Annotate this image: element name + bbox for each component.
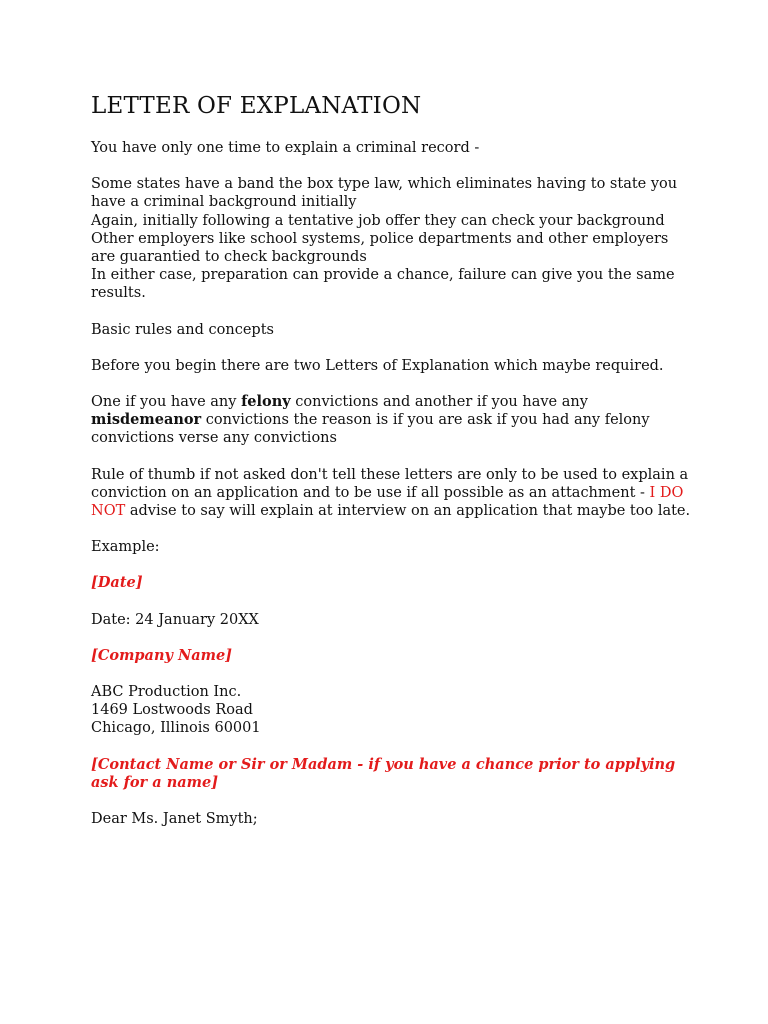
felony-bold: felony [241, 393, 291, 411]
rule-text-1: Rule of thumb if not asked don't tell these letters are only to be used to explain a conviction on an application and to be use if all possible as an attachment - [91, 466, 689, 501]
example-label: Example: [91, 539, 160, 556]
states-line-1: Some states have a band the box type law, which eliminates having to state you have a criminal background initially [91, 176, 678, 211]
felony-text-3: convictions the reason is if you are ask if you had any felony convictions verse any convictions [91, 412, 650, 447]
states-line-2: Again, initially following a tentative job offer they can check your background [91, 212, 665, 229]
address-line-1: ABC Production Inc. [91, 684, 242, 701]
felony-text-1: One if you have any [91, 394, 242, 411]
rule-text-2: advise to say will explain at interview on an application that maybe too late. [125, 503, 691, 520]
date-line: Date: 24 January 20XX [91, 611, 259, 628]
document-title: LETTER OF EXPLANATION [91, 93, 422, 119]
felony-misdemeanor-paragraph [91, 393, 691, 448]
states-paragraph [91, 175, 691, 302]
before-begin-paragraph: Before you begin there are two Letters of Explanation which maybe required. [91, 357, 664, 374]
felony-text-2: convictions and another if you have any [290, 394, 588, 411]
address-line-3: Chicago, Illinois 60001 [91, 720, 261, 737]
document-body [91, 92, 691, 846]
states-line-4: In either case, preparation can provide a chance, failure can give you the same results. [91, 267, 675, 302]
contact-placeholder: [Contact Name or Sir or Madam - if you have a chance prior to applying ask for a name] [91, 755, 676, 791]
company-placeholder: [Company Name] [91, 646, 233, 664]
i-do-not-red-text: I DO NOT [91, 484, 684, 520]
company-address [91, 683, 691, 738]
rule-of-thumb-paragraph [91, 466, 691, 521]
misdemeanor-bold: misdemeanor [91, 411, 202, 429]
basic-rules-heading: Basic rules and concepts [91, 321, 274, 338]
intro-paragraph: You have only one time to explain a criminal record - [91, 140, 480, 156]
states-line-3: Other employers like school systems, police departments and other employers are guarantied to check backgrounds [91, 230, 669, 266]
address-line-2: 1469 Lostwoods Road [91, 702, 253, 719]
salutation: Dear Ms. Janet Smyth; [91, 811, 258, 828]
date-placeholder: [Date] [91, 574, 143, 592]
